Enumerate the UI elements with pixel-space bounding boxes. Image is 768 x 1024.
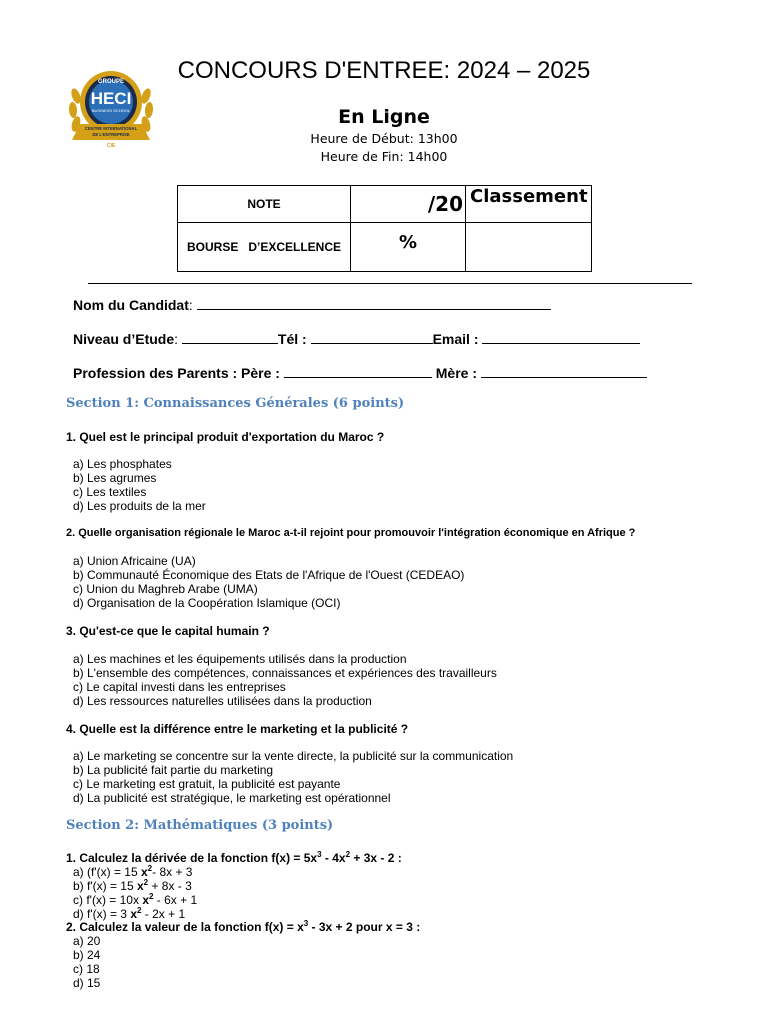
ranking-label: Classement xyxy=(465,185,592,223)
option[interactable]: b) 24 xyxy=(73,948,101,962)
candidate-name-row: Nom du Candidat: xyxy=(73,297,551,313)
option[interactable]: d) La publicité est stratégique, le marketing est opérationnel xyxy=(73,791,391,805)
option[interactable]: c) Le marketing est gratuit, la publicité est payante xyxy=(73,777,341,791)
option[interactable]: d) Les ressources naturelles utilisées dans la production xyxy=(73,694,372,708)
candidate-name-field[interactable] xyxy=(197,297,551,310)
parents-profession-row xyxy=(73,365,647,381)
scholarship-value: % xyxy=(350,222,466,272)
question-4-options xyxy=(73,749,513,805)
option[interactable]: b) Les agrumes xyxy=(73,471,157,485)
math-question-1-options xyxy=(73,865,197,921)
mother-profession-field[interactable] xyxy=(481,365,647,378)
question-1: 1. Quel est le principal produit d'exportation du Maroc ? xyxy=(66,430,385,444)
option[interactable]: c) Union du Maghreb Arabe (UMA) xyxy=(73,582,258,596)
option[interactable]: b) f'(x) = 15 $x^2 + 8x - 3$ xyxy=(73,878,192,893)
exam-title: CONCOURS D'ENTREE: 2024 – 2025 xyxy=(177,57,591,84)
study-level-field[interactable] xyxy=(182,331,278,344)
option[interactable]: c) Les textiles xyxy=(73,485,147,499)
tel-label: Tél : xyxy=(277,331,307,347)
email-label: Email : xyxy=(432,331,479,347)
option[interactable]: c) 18 xyxy=(73,962,100,976)
note-value: /20 xyxy=(350,185,466,223)
option[interactable]: a) Le marketing se concentre sur la vente directe, la publicité sur la communication xyxy=(73,749,514,763)
section-2-title: Section 2: Mathématiques (3 points) xyxy=(66,818,334,833)
mother-profession-label: Mère : xyxy=(435,365,477,381)
math-question-2: 2. Calculez la valeur de la fonction $f(x) = x^3 - 3x + 2$ pour x = 3 : xyxy=(66,919,421,934)
math-question-1: 1. Calculez la dérivée de la fonction $f(x) = 5x^3 - 4x^2 + 3x - 2$ : xyxy=(66,850,402,865)
option[interactable]: d) Organisation de la Coopération Islamique (OCI) xyxy=(73,596,341,610)
svg-text:CIE: CIE xyxy=(106,143,116,149)
exam-mode: En Ligne xyxy=(338,106,430,128)
option[interactable]: d) 15 xyxy=(73,976,101,990)
section-1-title: Section 1: Connaissances Générales (6 points) xyxy=(66,396,405,411)
ranking-value-cell[interactable] xyxy=(465,222,592,272)
question-2-options xyxy=(73,554,464,610)
scholarship-label: BOURSE D’EXCELLENCE xyxy=(177,222,351,272)
option[interactable]: d) Les produits de la mer xyxy=(73,499,206,513)
score-table xyxy=(177,185,592,272)
option[interactable]: b) L'ensemble des compétences, connaissances et expériences des travailleurs xyxy=(73,666,497,680)
father-profession-field[interactable] xyxy=(284,365,432,378)
svg-text:HECI: HECI xyxy=(90,89,132,108)
math-question-2-options xyxy=(73,934,100,990)
father-profession-label: Profession des Parents : Père : xyxy=(73,365,280,381)
study-level-label: Niveau d’Etude xyxy=(73,331,175,347)
option[interactable]: b) La publicité fait partie du marketing xyxy=(73,763,274,777)
option[interactable]: a) 20 xyxy=(73,934,101,948)
candidate-name-label: Nom du Candidat xyxy=(73,297,189,313)
svg-text:GROUPE: GROUPE xyxy=(97,79,125,85)
note-label: NOTE xyxy=(177,185,351,223)
option[interactable]: a) Les machines et les équipements utilisés dans la production xyxy=(73,652,407,666)
svg-text:BUSINESS SCHOOL: BUSINESS SCHOOL xyxy=(91,108,131,113)
option[interactable]: c) f'(x) = 10x $x^2 - 6x + 1$ xyxy=(73,892,198,907)
end-time: Heure de Fin: 14h00 xyxy=(320,149,448,164)
study-level-row: Niveau d’Etude: Tél : Email : xyxy=(73,331,640,347)
svg-text:DE L'ENTREPRISE: DE L'ENTREPRISE xyxy=(92,132,130,137)
question-3: 3. Qu'est-ce que le capital humain ? xyxy=(66,624,270,638)
svg-text:CENTRE INTERNATIONAL: CENTRE INTERNATIONAL xyxy=(84,126,138,131)
option[interactable]: a) Union Africaine (UA) xyxy=(73,554,196,568)
start-time: Heure de Début: 13h00 xyxy=(310,131,458,146)
option[interactable]: a) (f'(x) = 15 $x^2-$ 8x + 3 xyxy=(73,864,193,879)
option[interactable]: c) Le capital investi dans les entreprises xyxy=(73,680,286,694)
email-field[interactable] xyxy=(482,331,640,344)
option[interactable]: a) Les phosphates xyxy=(73,457,172,471)
tel-field[interactable] xyxy=(311,331,433,344)
divider xyxy=(88,283,692,284)
question-2: 2. Quelle organisation régionale le Maroc a-t-il rejoint pour promouvoir l'intégration économique en Afrique ? xyxy=(66,527,636,539)
option[interactable]: d) f'(x) = 3 $x^2 - 2x + 1$ xyxy=(73,906,186,921)
option[interactable]: b) Communauté Économique des Etats de l'Afrique de l'Ouest (CEDEAO) xyxy=(73,568,465,582)
question-3-options xyxy=(73,652,497,708)
question-4: 4. Quelle est la différence entre le marketing et la publicité ? xyxy=(66,722,409,736)
question-1-options xyxy=(73,457,206,513)
